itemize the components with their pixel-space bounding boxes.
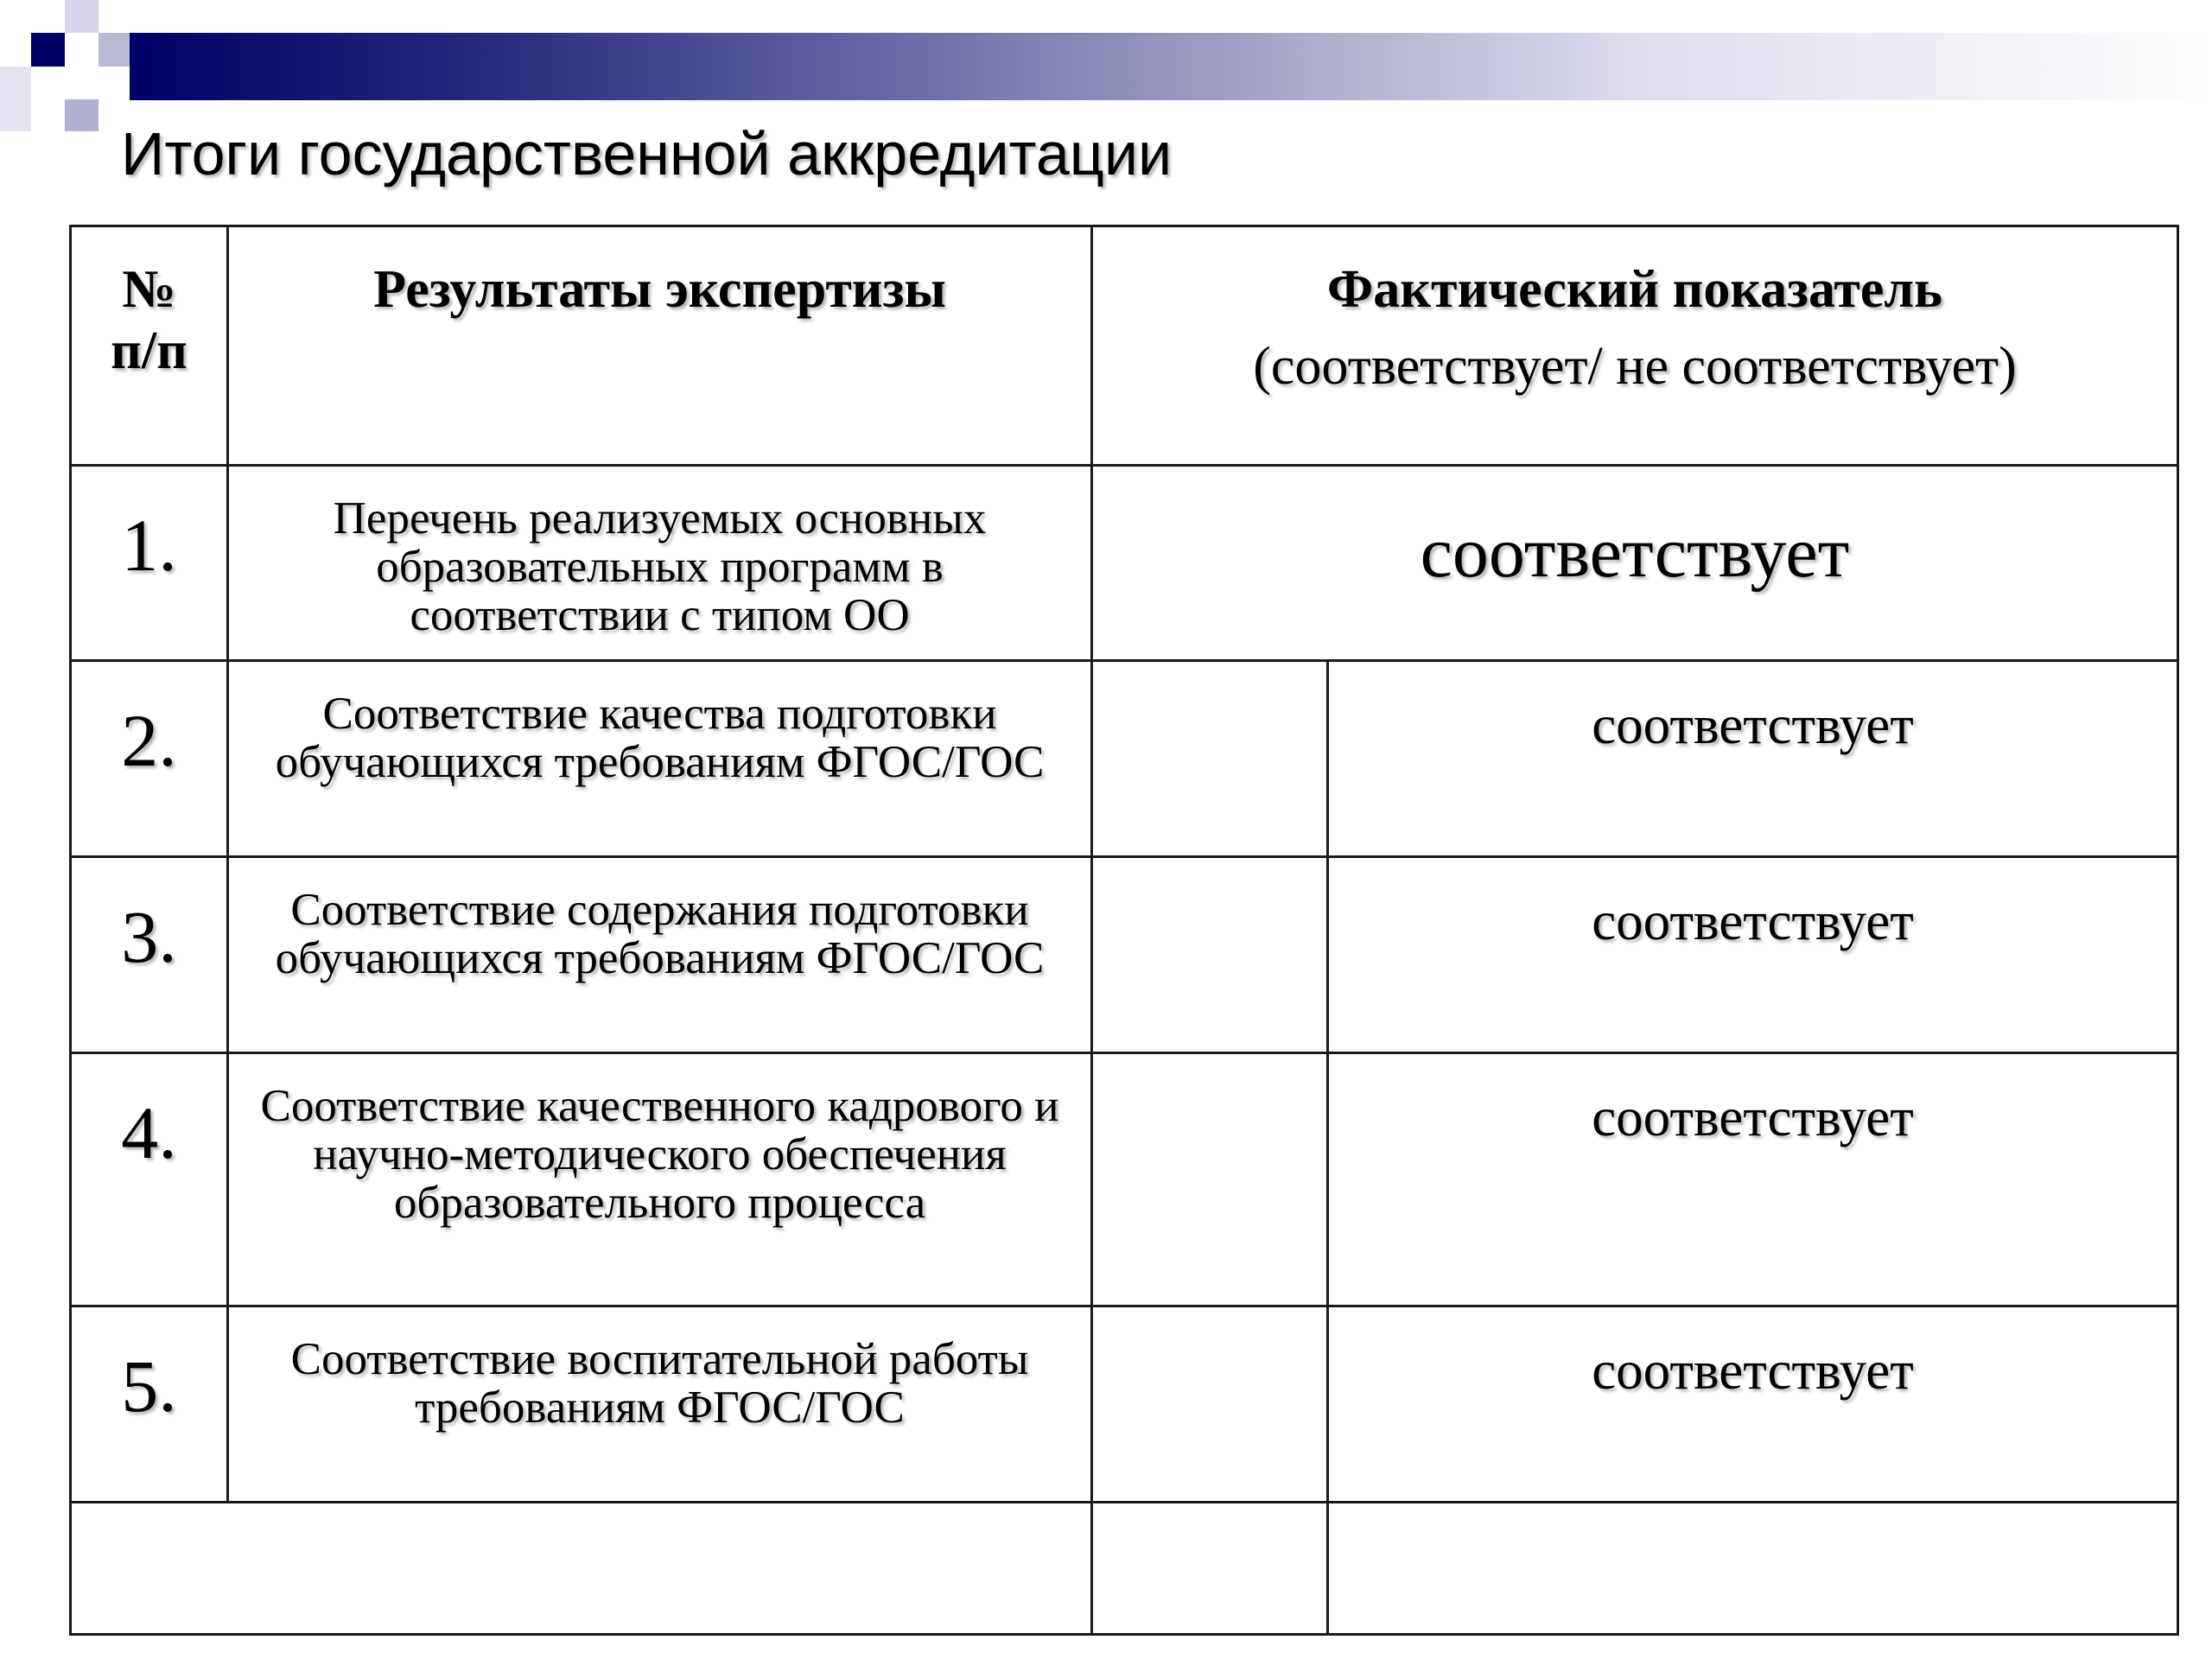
row-value: соответствует <box>1592 1087 1914 1147</box>
row-value: соответствует <box>1420 512 1850 593</box>
table-col-divider <box>1326 659 1329 1636</box>
table-border-top <box>69 225 2179 227</box>
row-description: Соответствие содержания подготовки обучающихся требованиям ФГОС/ГОС <box>275 885 1045 983</box>
table-row-divider <box>69 659 2179 662</box>
row-number: 1. <box>121 504 177 587</box>
row-number: 3. <box>121 895 177 978</box>
row-number: 5. <box>121 1344 177 1427</box>
header-cell-results <box>229 259 1090 321</box>
row-value: соответствует <box>1592 891 1914 951</box>
header-num-line1: № <box>122 260 176 319</box>
header-indicator-sub: (соответствует/ не соответствует) <box>1253 337 2017 397</box>
header-cell-num <box>72 259 226 383</box>
table-row-divider <box>69 1501 2179 1503</box>
row-number: 2. <box>121 699 177 782</box>
row-number: 4. <box>121 1091 177 1174</box>
row-description: Соответствие качества подготовки обучающихся требованиям ФГОС/ГОС <box>275 689 1045 787</box>
table-col-divider <box>226 225 229 1503</box>
header-num-line2: п/п <box>111 321 188 381</box>
header-results: Результаты экспертизы <box>373 260 946 319</box>
table-row-divider <box>69 464 2179 467</box>
header-indicator-title: Фактический показатель <box>1327 260 1942 319</box>
table-border-right <box>2177 225 2179 1636</box>
table-row-divider <box>69 1052 2179 1054</box>
slide-title: Итоги государственной аккредитации <box>121 120 1173 188</box>
row-value: соответствует <box>1592 695 1914 755</box>
header-cell-indicator <box>1093 259 2177 398</box>
row-value: соответствует <box>1592 1340 1914 1401</box>
row-description: Соответствие качественного кадрового и научно-методического обеспечения образовательного процесса <box>260 1081 1059 1228</box>
table-col-divider <box>1090 225 1093 1636</box>
table-border-bottom <box>69 1633 2179 1636</box>
table-row-divider <box>69 1305 2179 1307</box>
row-description: Соответствие воспитательной работы требованиям ФГОС/ГОС <box>290 1334 1029 1433</box>
row-description: Перечень реализуемых основных образовательных программ в соответствии с типом ОО <box>333 493 987 640</box>
table-row-divider <box>69 855 2179 858</box>
